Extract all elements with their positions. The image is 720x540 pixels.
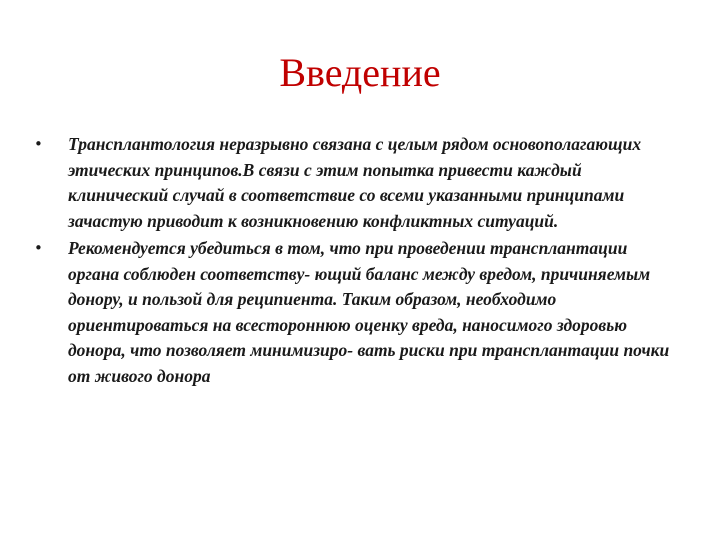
bullet-item <box>32 236 682 389</box>
bullet-text: Рекомендуется убедиться в том, что при проведении трансплантации органа соблюден соответству- ющий баланс между вредом, причиняемым донору, и пользой для реципиента. Таким образом, необходимо ориентироваться на всестороннюю оценку вреда, наносимого здоровью донора, что позволяет минимизиро- вать риски при трансплантации почки от живого донора <box>68 238 670 386</box>
bullet-icon: • <box>34 239 43 257</box>
bullet-item <box>32 132 682 234</box>
bullet-list <box>32 132 682 391</box>
bullet-text: Трансплантология неразрывно связана с целым рядом основополагающих этических принципов.В связи с этим попытка привести каждый клинический случай в соответствие со всеми указанными принципами зачастую приводит к возникновению конфликтных ситуаций. <box>68 134 642 231</box>
bullet-icon: • <box>34 135 43 153</box>
slide-title: Введение <box>279 50 441 95</box>
